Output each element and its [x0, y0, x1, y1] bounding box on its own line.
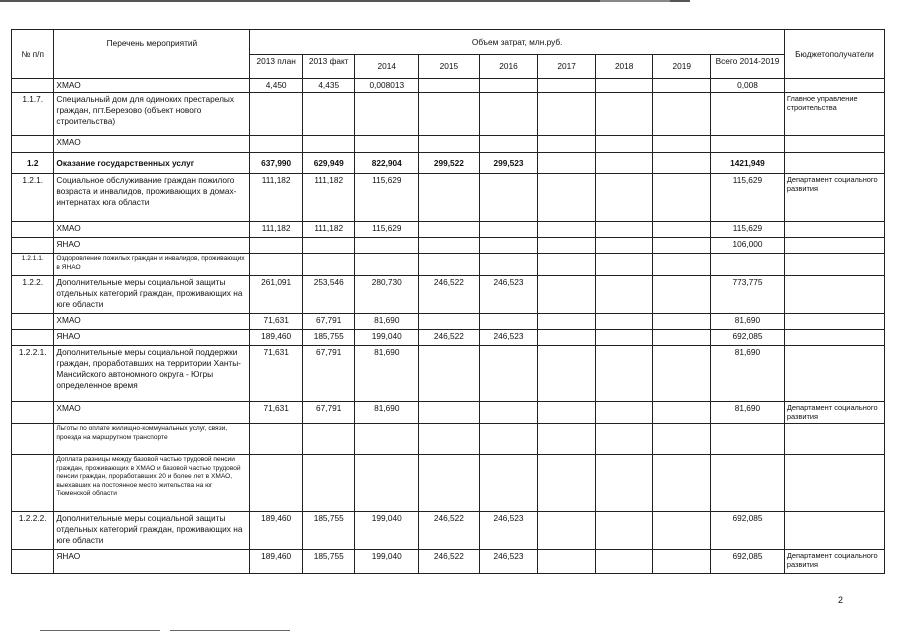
cost-cell	[653, 346, 711, 402]
cost-cell: 822,904	[355, 153, 419, 174]
recipient	[784, 79, 884, 93]
cost-cell	[538, 330, 596, 346]
cost-cell	[419, 222, 480, 238]
header-year: 2015	[419, 55, 480, 79]
cost-cell: 185,755	[302, 550, 355, 574]
recipient	[784, 455, 884, 512]
table-row	[12, 330, 885, 346]
header-year: 2017	[538, 55, 596, 79]
cost-cell	[538, 314, 596, 330]
table-row	[12, 153, 885, 174]
cost-cell: 4,435	[302, 79, 355, 93]
cost-cell	[538, 174, 596, 222]
recipient	[784, 153, 884, 174]
cost-cell	[538, 402, 596, 424]
row-number	[12, 238, 54, 254]
cost-cell	[355, 136, 419, 153]
cost-cell	[250, 424, 303, 455]
cost-cell	[595, 254, 653, 276]
cost-cell	[419, 314, 480, 330]
table-row	[12, 550, 885, 574]
header-recipients: Бюджетополучатели	[784, 30, 884, 79]
cost-cell	[653, 512, 711, 550]
cost-cell	[250, 254, 303, 276]
cost-cell	[419, 174, 480, 222]
cost-cell: 111,182	[302, 222, 355, 238]
cost-cell	[355, 455, 419, 512]
header-year: 2014	[355, 55, 419, 79]
table-row	[12, 93, 885, 136]
header-year: Всего 2014-2019	[711, 55, 785, 79]
cost-cell	[355, 93, 419, 136]
cost-cell	[479, 346, 538, 402]
cost-cell	[538, 424, 596, 455]
cost-cell: 4,450	[250, 79, 303, 93]
cost-cell	[595, 174, 653, 222]
cost-cell: 189,460	[250, 550, 303, 574]
cost-cell	[653, 174, 711, 222]
header-year: 2013 план	[250, 55, 303, 79]
cost-cell	[653, 314, 711, 330]
cost-cell	[711, 455, 785, 512]
cost-cell	[653, 238, 711, 254]
measure-name: ЯНАО	[54, 238, 250, 254]
cost-cell: 0,008	[711, 79, 785, 93]
cost-cell: 115,629	[711, 174, 785, 222]
recipient	[784, 346, 884, 402]
cost-cell: 253,546	[302, 276, 355, 314]
row-number	[12, 314, 54, 330]
cost-cell	[479, 136, 538, 153]
cost-cell: 199,040	[355, 330, 419, 346]
cost-cell: 0,008013	[355, 79, 419, 93]
table-row	[12, 455, 885, 512]
scan-edge-line	[0, 0, 690, 2]
row-number	[12, 330, 54, 346]
measure-name: Дополнительные меры социальной защиты отдельных категорий граждан, проживающих на юге области	[54, 512, 250, 550]
row-number: 1.2.1.1.	[12, 254, 54, 276]
measure-name: Социальное обслуживание граждан пожилого возраста и инвалидов, проживающих в домах-интернатах юга области	[54, 174, 250, 222]
cost-cell: 67,791	[302, 314, 355, 330]
table-row	[12, 136, 885, 153]
table-row	[12, 79, 885, 93]
recipient	[784, 254, 884, 276]
cost-cell	[419, 136, 480, 153]
cost-cell: 1421,949	[711, 153, 785, 174]
cost-cell: 246,522	[419, 512, 480, 550]
cost-cell	[538, 550, 596, 574]
cost-cell	[538, 153, 596, 174]
table-row	[12, 314, 885, 330]
scan-edge-line	[170, 630, 290, 631]
cost-cell: 199,040	[355, 550, 419, 574]
cost-cell	[711, 424, 785, 455]
measure-name: ХМАО	[54, 79, 250, 93]
scan-edge-line	[40, 630, 160, 631]
row-number	[12, 222, 54, 238]
cost-cell	[595, 512, 653, 550]
table-row	[12, 238, 885, 254]
row-number	[12, 550, 54, 574]
recipient	[784, 424, 884, 455]
cost-cell	[302, 254, 355, 276]
cost-cell: 246,522	[419, 276, 480, 314]
cost-cell	[595, 330, 653, 346]
cost-cell: 246,522	[419, 330, 480, 346]
cost-cell	[538, 93, 596, 136]
cost-cell	[653, 330, 711, 346]
recipient: Департамент социального развития	[784, 550, 884, 574]
cost-cell: 111,182	[250, 222, 303, 238]
cost-cell: 185,755	[302, 330, 355, 346]
cost-cell	[538, 455, 596, 512]
cost-cell	[479, 455, 538, 512]
cost-cell	[419, 79, 480, 93]
cost-cell	[595, 238, 653, 254]
cost-cell: 67,791	[302, 402, 355, 424]
cost-cell: 67,791	[302, 346, 355, 402]
cost-cell: 246,523	[479, 330, 538, 346]
cost-cell	[538, 222, 596, 238]
cost-cell	[595, 424, 653, 455]
row-number: 1.2.1.	[12, 174, 54, 222]
recipient: Департамент социального развития	[784, 174, 884, 222]
page-number: 2	[838, 595, 844, 605]
budget-table	[11, 29, 885, 574]
cost-cell: 261,091	[250, 276, 303, 314]
cost-cell	[355, 254, 419, 276]
cost-cell	[595, 346, 653, 402]
cost-cell	[653, 93, 711, 136]
header-year: 2016	[479, 55, 538, 79]
cost-cell: 71,631	[250, 346, 303, 402]
cost-cell	[595, 402, 653, 424]
cost-cell	[355, 424, 419, 455]
row-number	[12, 79, 54, 93]
table-body	[12, 79, 885, 574]
cost-cell	[653, 222, 711, 238]
cost-cell	[595, 79, 653, 93]
cost-cell: 111,182	[302, 174, 355, 222]
cost-cell	[419, 424, 480, 455]
table-row	[12, 254, 885, 276]
cost-cell	[538, 512, 596, 550]
cost-cell	[419, 402, 480, 424]
cost-cell: 246,523	[479, 550, 538, 574]
cost-cell: 299,522	[419, 153, 480, 174]
cost-cell: 692,085	[711, 512, 785, 550]
measure-name: Дополнительные меры социальной защиты отдельных категорий граждан, проживающих на юге области	[54, 276, 250, 314]
cost-cell	[419, 238, 480, 254]
cost-cell	[355, 238, 419, 254]
cost-cell: 189,460	[250, 330, 303, 346]
cost-cell	[595, 276, 653, 314]
table-row	[12, 174, 885, 222]
cost-cell	[595, 550, 653, 574]
cost-cell: 81,690	[355, 346, 419, 402]
cost-cell	[653, 276, 711, 314]
cost-cell	[250, 455, 303, 512]
measure-name: ХМАО	[54, 402, 250, 424]
cost-cell	[653, 254, 711, 276]
measure-name: ЯНАО	[54, 550, 250, 574]
cost-cell: 246,523	[479, 512, 538, 550]
table-row	[12, 222, 885, 238]
cost-cell	[538, 136, 596, 153]
cost-cell	[302, 93, 355, 136]
recipient	[784, 222, 884, 238]
cost-cell	[479, 222, 538, 238]
row-number	[12, 136, 54, 153]
cost-cell	[595, 93, 653, 136]
cost-cell	[653, 402, 711, 424]
cost-cell	[479, 402, 538, 424]
measure-name: Дополнительные меры социальной поддержки граждан, проработавших на территории Ханты-Мансийского автономного округа - Югры определенное время	[54, 346, 250, 402]
cost-cell	[538, 346, 596, 402]
cost-cell	[711, 136, 785, 153]
header-measures: Перечень мероприятий	[54, 30, 250, 79]
header-year: 2019	[653, 55, 711, 79]
table-row	[12, 424, 885, 455]
cost-cell	[419, 346, 480, 402]
cost-cell	[302, 136, 355, 153]
recipient	[784, 512, 884, 550]
cost-cell	[479, 254, 538, 276]
cost-cell	[595, 222, 653, 238]
cost-cell	[538, 254, 596, 276]
header-year: 2018	[595, 55, 653, 79]
cost-cell: 692,085	[711, 550, 785, 574]
recipient: Главное управление строительства	[784, 93, 884, 136]
table-row	[12, 512, 885, 550]
measure-name: Льготы по оплате жилищно-коммунальных услуг, связи, проезда на маршрутном транспорте	[54, 424, 250, 455]
cost-cell	[538, 79, 596, 93]
measure-name: Оказание государственных услуг	[54, 153, 250, 174]
cost-cell: 81,690	[711, 314, 785, 330]
cost-cell	[419, 455, 480, 512]
row-number: 1.2.2.1.	[12, 346, 54, 402]
measure-name: Доплата разницы между базовой частью трудовой пенсии граждан, проживающих в ХМАО и базовой частью трудовой пенсии граждан, проработавших 20 и более лет в ХМАО, выехавших на постоянное место жительства на юг Тюменской области	[54, 455, 250, 512]
cost-cell	[711, 254, 785, 276]
cost-cell	[653, 136, 711, 153]
cost-cell: 71,631	[250, 402, 303, 424]
table-row	[12, 402, 885, 424]
cost-cell	[653, 424, 711, 455]
cost-cell: 246,523	[479, 276, 538, 314]
cost-cell	[479, 93, 538, 136]
cost-cell: 629,949	[302, 153, 355, 174]
cost-cell: 185,755	[302, 512, 355, 550]
cost-cell	[538, 238, 596, 254]
cost-cell	[595, 136, 653, 153]
cost-cell	[419, 93, 480, 136]
recipient	[784, 238, 884, 254]
cost-cell	[250, 136, 303, 153]
cost-cell: 692,085	[711, 330, 785, 346]
header-costs: Объем затрат, млн.руб.	[250, 30, 784, 55]
cost-cell	[250, 93, 303, 136]
measure-name: ЯНАО	[54, 330, 250, 346]
measure-name: ХМАО	[54, 222, 250, 238]
row-number	[12, 402, 54, 424]
cost-cell: 246,522	[419, 550, 480, 574]
cost-cell: 81,690	[355, 314, 419, 330]
recipient	[784, 314, 884, 330]
cost-cell	[302, 455, 355, 512]
cost-cell: 71,631	[250, 314, 303, 330]
recipient: Департамент социального развития	[784, 402, 884, 424]
cost-cell: 299,523	[479, 153, 538, 174]
cost-cell: 189,460	[250, 512, 303, 550]
cost-cell	[479, 238, 538, 254]
cost-cell: 81,690	[711, 402, 785, 424]
cost-cell	[479, 424, 538, 455]
cost-cell	[595, 314, 653, 330]
cost-cell: 115,629	[711, 222, 785, 238]
table-row	[12, 276, 885, 314]
cost-cell	[479, 174, 538, 222]
measure-name: Специальный дом для одиноких престарелых граждан, пгт.Березово (объект нового строительства)	[54, 93, 250, 136]
cost-cell: 637,990	[250, 153, 303, 174]
measure-name: Оздоровление пожилых граждан и инвалидов, проживающих в ЯНАО	[54, 254, 250, 276]
measure-name: ХМАО	[54, 314, 250, 330]
cost-cell: 81,690	[355, 402, 419, 424]
recipient	[784, 276, 884, 314]
cost-cell	[653, 550, 711, 574]
cost-cell	[302, 238, 355, 254]
recipient	[784, 330, 884, 346]
cost-cell	[479, 79, 538, 93]
cost-cell: 199,040	[355, 512, 419, 550]
row-number	[12, 424, 54, 455]
cost-cell: 773,775	[711, 276, 785, 314]
row-number	[12, 455, 54, 512]
recipient	[784, 136, 884, 153]
cost-cell	[419, 254, 480, 276]
measure-name: ХМАО	[54, 136, 250, 153]
cost-cell	[479, 314, 538, 330]
row-number: 1.1.7.	[12, 93, 54, 136]
cost-cell	[653, 153, 711, 174]
cost-cell	[595, 153, 653, 174]
cost-cell: 115,629	[355, 174, 419, 222]
cost-cell	[538, 276, 596, 314]
row-number: 1.2	[12, 153, 54, 174]
scan-edge-line	[600, 0, 670, 2]
cost-cell	[653, 79, 711, 93]
cost-cell	[711, 93, 785, 136]
cost-cell: 280,730	[355, 276, 419, 314]
cost-cell: 115,629	[355, 222, 419, 238]
row-number: 1.2.2.2.	[12, 512, 54, 550]
cost-cell	[250, 238, 303, 254]
header-year: 2013 факт	[302, 55, 355, 79]
cost-cell: 111,182	[250, 174, 303, 222]
cost-cell: 106,000	[711, 238, 785, 254]
header-no: № п/п	[12, 30, 54, 79]
cost-cell	[302, 424, 355, 455]
cost-cell: 81,690	[711, 346, 785, 402]
cost-cell	[595, 455, 653, 512]
cost-cell	[653, 455, 711, 512]
table-row	[12, 346, 885, 402]
row-number: 1.2.2.	[12, 276, 54, 314]
